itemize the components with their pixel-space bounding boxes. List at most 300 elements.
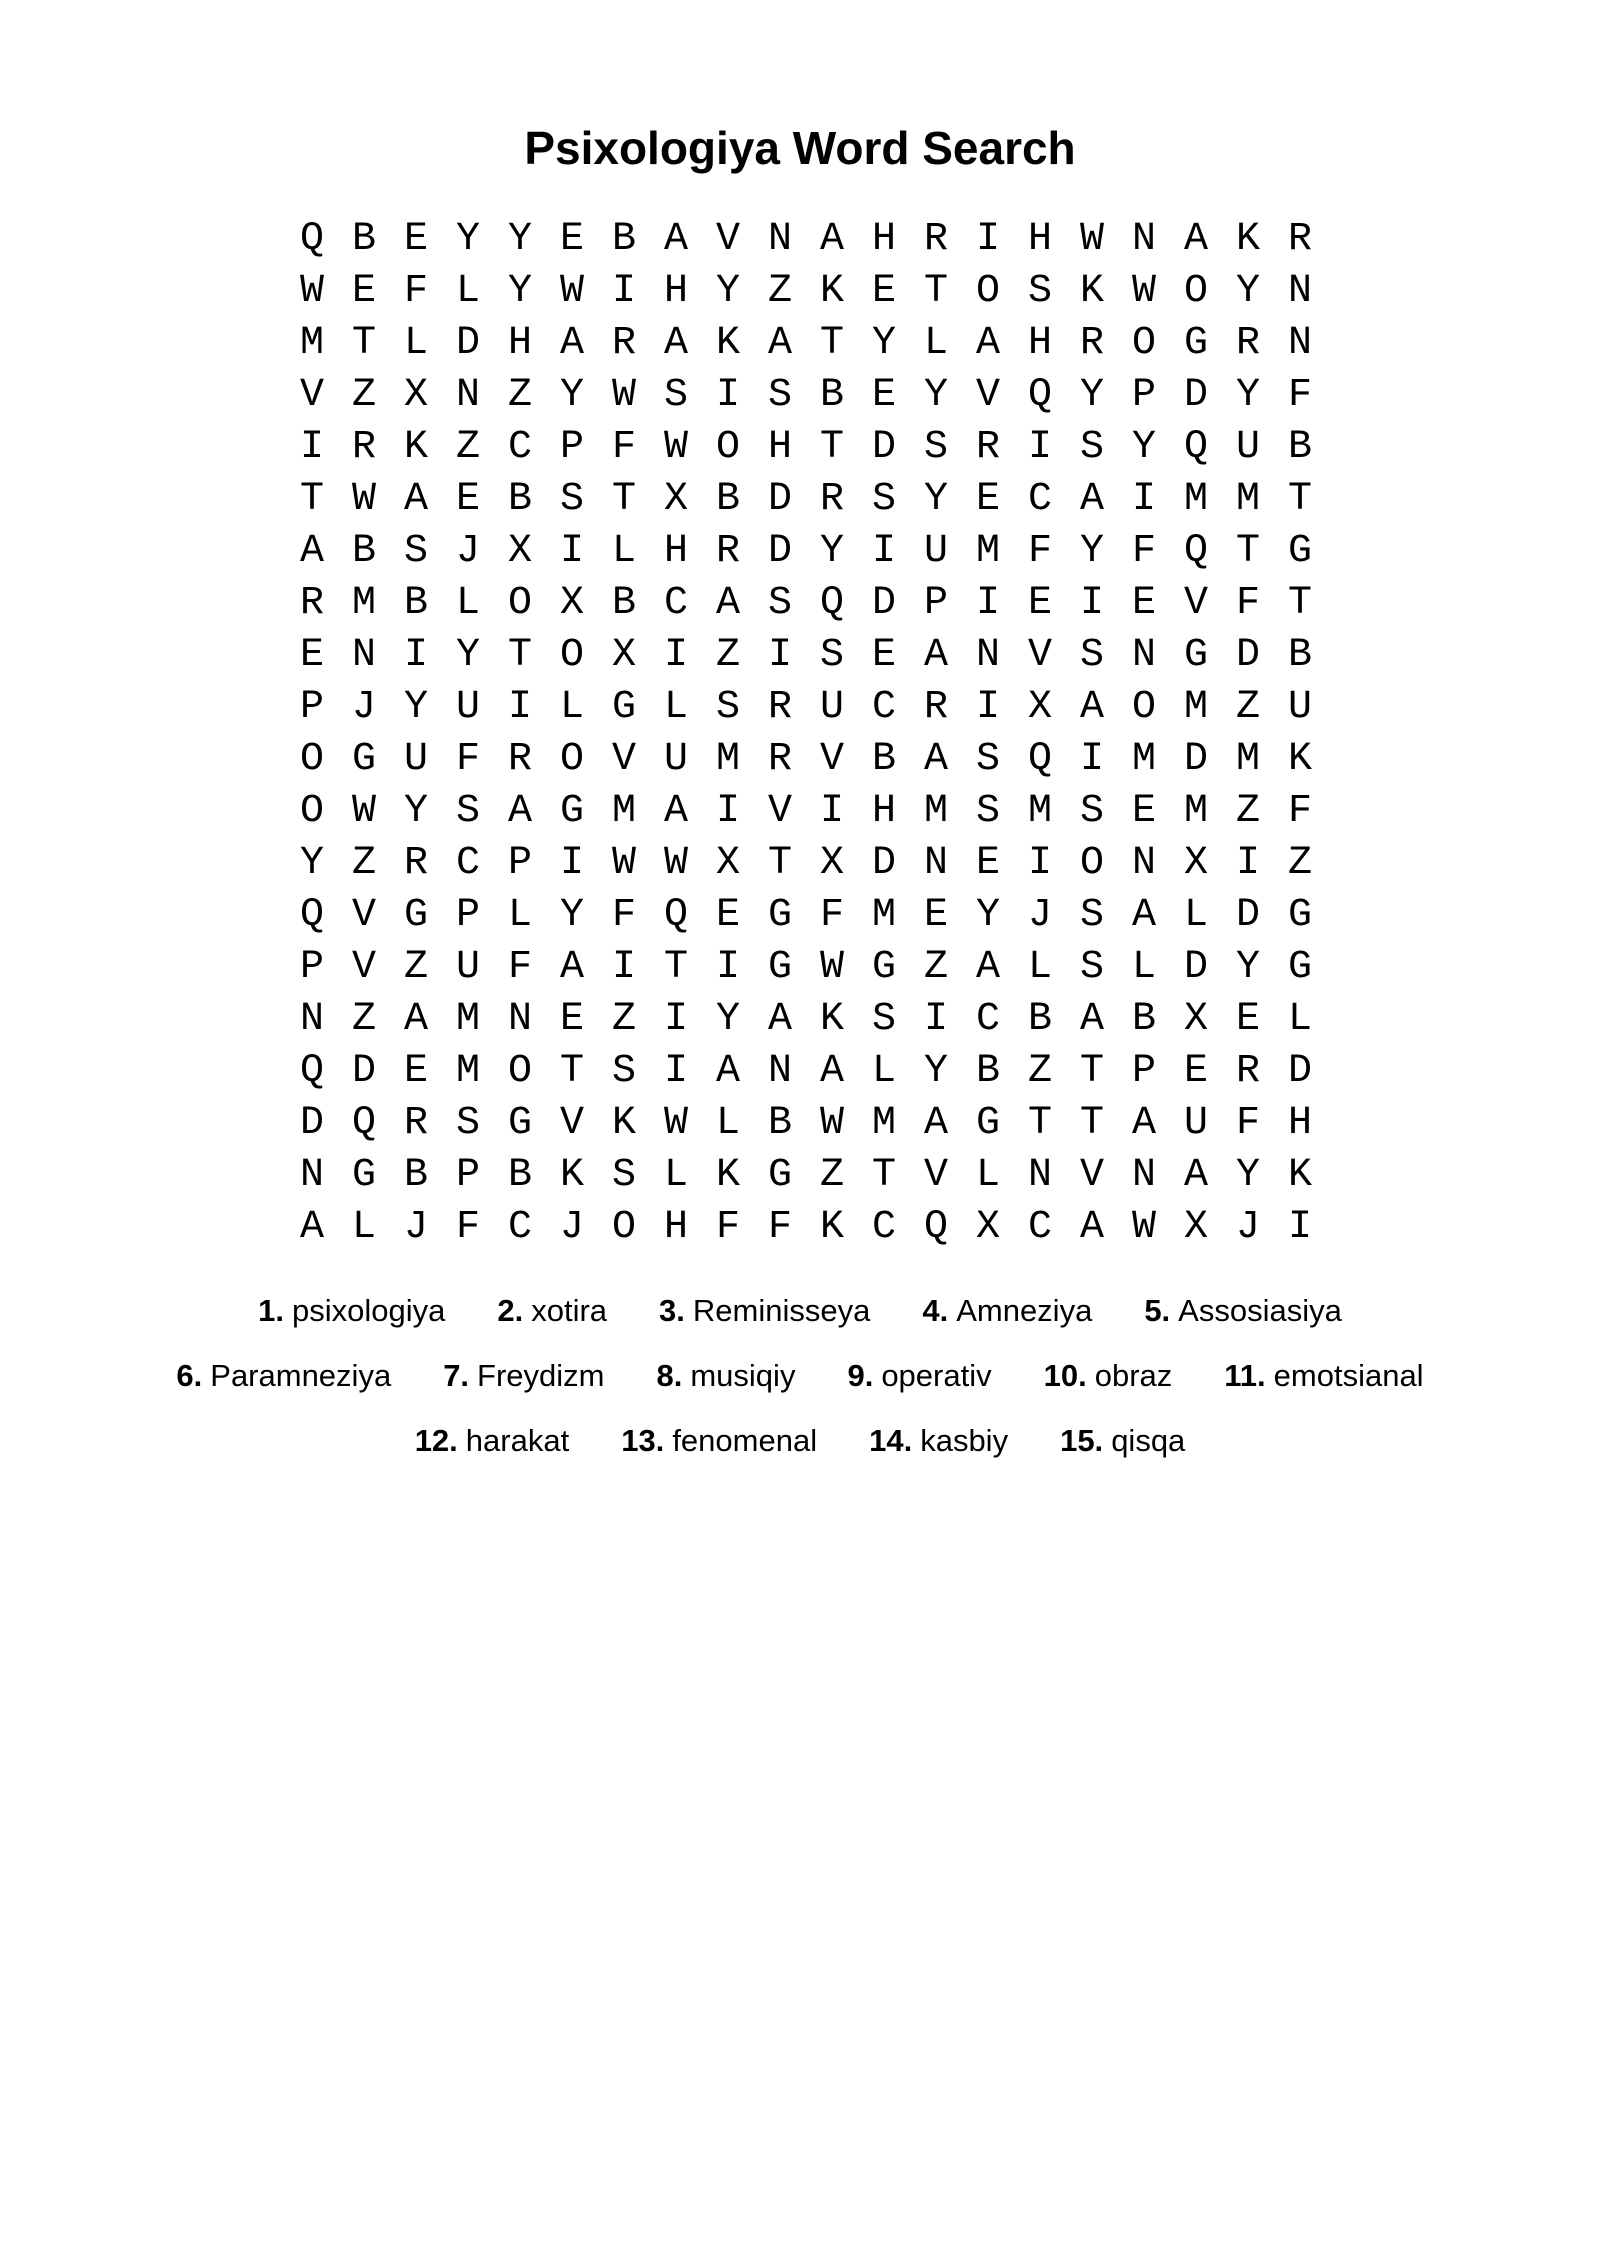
grid-letter: S (923, 425, 948, 470)
grid-letter: L (455, 581, 480, 626)
grid-letter: M (1235, 477, 1260, 522)
grid-letter: U (1183, 1101, 1208, 1146)
grid-letter: D (351, 1049, 376, 1094)
grid-letter: G (559, 789, 584, 834)
grid-letter: Q (819, 581, 844, 626)
grid-letter: W (559, 269, 584, 314)
grid-letter: E (715, 893, 740, 938)
grid-letter: I (871, 529, 896, 574)
grid-letter: T (767, 841, 792, 886)
grid-letter: L (871, 1049, 896, 1094)
grid-letter: Y (1235, 945, 1260, 990)
grid-letter: E (559, 997, 584, 1042)
grid-letter: Y (299, 841, 324, 886)
word-number: 4. (922, 1293, 949, 1328)
grid-letter: R (351, 425, 376, 470)
grid-row (286, 1046, 1326, 1098)
word-list-item (258, 1278, 445, 1343)
grid-letter: I (559, 529, 584, 574)
grid-letter: B (1287, 425, 1312, 470)
grid-letter: I (975, 685, 1000, 730)
grid-letter: Q (663, 893, 688, 938)
grid-letter: T (1079, 1049, 1104, 1094)
grid-letter: I (819, 789, 844, 834)
grid-letter: M (455, 997, 480, 1042)
grid-letter: G (767, 945, 792, 990)
grid-letter: G (767, 1153, 792, 1198)
grid-letter: P (507, 841, 532, 886)
grid-letter: L (507, 893, 532, 938)
grid-letter: A (1079, 477, 1104, 522)
grid-letter: S (767, 581, 792, 626)
word-text: operativ (881, 1358, 992, 1393)
grid-letter: W (819, 945, 844, 990)
grid-letter: W (1131, 1205, 1156, 1250)
grid-letter: T (1287, 581, 1312, 626)
grid-letter: W (663, 1101, 688, 1146)
grid-letter: P (455, 893, 480, 938)
word-text: harakat (465, 1423, 570, 1458)
grid-letter: E (871, 373, 896, 418)
grid-letter: X (1027, 685, 1052, 730)
grid-letter: U (403, 737, 428, 782)
grid-letter: X (403, 373, 428, 418)
grid-letter: Y (455, 633, 480, 678)
grid-letter: G (507, 1101, 532, 1146)
grid-row (286, 786, 1326, 838)
grid-letter: I (1235, 841, 1260, 886)
grid-letter: B (611, 217, 636, 262)
grid-letter: N (455, 373, 480, 418)
grid-letter: Y (923, 477, 948, 522)
grid-letter: A (299, 1205, 324, 1250)
grid-letter: B (767, 1101, 792, 1146)
grid-letter: T (299, 477, 324, 522)
grid-letter: L (455, 269, 480, 314)
grid-letter: T (871, 1153, 896, 1198)
grid-letter: O (559, 633, 584, 678)
grid-letter: S (559, 477, 584, 522)
grid-letter: R (923, 685, 948, 730)
grid-letter: I (1287, 1205, 1312, 1250)
grid-letter: Y (559, 893, 584, 938)
grid-letter: F (611, 893, 636, 938)
grid-letter: S (871, 477, 896, 522)
grid-letter: J (1235, 1205, 1260, 1250)
grid-letter: R (923, 217, 948, 262)
grid-letter: Z (767, 269, 792, 314)
grid-letter: S (611, 1049, 636, 1094)
grid-letter: N (351, 633, 376, 678)
grid-letter: B (507, 1153, 532, 1198)
word-list-item (176, 1343, 391, 1408)
grid-letter: O (299, 789, 324, 834)
grid-letter: H (767, 425, 792, 470)
word-list-item (1060, 1408, 1185, 1473)
grid-letter: B (507, 477, 532, 522)
grid-letter: E (1027, 581, 1052, 626)
grid-letter: N (923, 841, 948, 886)
grid-letter: A (1183, 217, 1208, 262)
grid-letter: S (871, 997, 896, 1042)
grid-letter: V (611, 737, 636, 782)
grid-letter: R (299, 581, 324, 626)
grid-letter: O (1131, 321, 1156, 366)
grid-letter: L (611, 529, 636, 574)
grid-letter: I (1079, 581, 1104, 626)
grid-letter: A (975, 321, 1000, 366)
grid-letter: E (1131, 581, 1156, 626)
grid-letter: D (767, 529, 792, 574)
grid-letter: V (1183, 581, 1208, 626)
grid-letter: M (715, 737, 740, 782)
grid-letter: V (299, 373, 324, 418)
grid-letter: L (663, 685, 688, 730)
grid-letter: Y (403, 789, 428, 834)
grid-letter: N (1131, 841, 1156, 886)
grid-row (286, 630, 1326, 682)
grid-letter: Y (1079, 529, 1104, 574)
grid-letter: R (611, 321, 636, 366)
page-title: Psixologiya Word Search (524, 122, 1076, 174)
grid-letter: S (819, 633, 844, 678)
letter-grid (286, 214, 1326, 1254)
grid-letter: I (299, 425, 324, 470)
grid-letter: A (767, 321, 792, 366)
grid-letter: N (767, 217, 792, 262)
grid-letter: L (351, 1205, 376, 1250)
word-number: 2. (497, 1293, 524, 1328)
grid-letter: M (611, 789, 636, 834)
grid-letter: W (351, 477, 376, 522)
grid-letter: M (871, 1101, 896, 1146)
grid-letter: S (1027, 269, 1052, 314)
grid-letter: N (507, 997, 532, 1042)
grid-letter: M (1131, 737, 1156, 782)
grid-letter: O (1079, 841, 1104, 886)
grid-letter: A (923, 737, 948, 782)
word-number: 6. (176, 1358, 203, 1393)
grid-letter: T (663, 945, 688, 990)
word-text: kasbiy (920, 1423, 1009, 1458)
grid-letter: L (715, 1101, 740, 1146)
word-number: 8. (656, 1358, 683, 1393)
grid-letter: A (819, 1049, 844, 1094)
grid-letter: A (1131, 1101, 1156, 1146)
grid-letter: T (1027, 1101, 1052, 1146)
grid-letter: G (871, 945, 896, 990)
grid-letter: Z (1027, 1049, 1052, 1094)
grid-letter: L (559, 685, 584, 730)
word-number: 5. (1144, 1293, 1171, 1328)
grid-letter: U (819, 685, 844, 730)
grid-letter: K (715, 1153, 740, 1198)
grid-letter: G (1287, 893, 1312, 938)
word-list-item (1144, 1278, 1342, 1343)
grid-letter: R (767, 737, 792, 782)
grid-letter: Z (351, 841, 376, 886)
grid-letter: A (975, 945, 1000, 990)
grid-letter: A (403, 997, 428, 1042)
grid-letter: A (1183, 1153, 1208, 1198)
grid-letter: O (975, 269, 1000, 314)
grid-letter: O (507, 581, 532, 626)
word-list-line (0, 1343, 1600, 1408)
grid-letter: F (1235, 1101, 1260, 1146)
grid-letter: B (403, 1153, 428, 1198)
grid-row (286, 682, 1326, 734)
grid-letter: D (1183, 945, 1208, 990)
grid-letter: F (455, 737, 480, 782)
word-list-item (869, 1408, 1008, 1473)
grid-letter: R (507, 737, 532, 782)
word-number: 1. (258, 1293, 284, 1328)
grid-letter: W (819, 1101, 844, 1146)
grid-letter: T (819, 425, 844, 470)
grid-letter: X (559, 581, 584, 626)
grid-letter: Y (923, 373, 948, 418)
grid-letter: Y (559, 373, 584, 418)
grid-letter: X (611, 633, 636, 678)
grid-letter: A (1079, 1205, 1104, 1250)
grid-letter: N (299, 997, 324, 1042)
grid-letter: L (403, 321, 428, 366)
grid-letter: J (455, 529, 480, 574)
grid-letter: F (403, 269, 428, 314)
grid-letter: I (767, 633, 792, 678)
word-list-item (443, 1343, 604, 1408)
grid-letter: C (871, 685, 896, 730)
word-list-item (922, 1278, 1092, 1343)
grid-letter: T (351, 321, 376, 366)
grid-letter: O (715, 425, 740, 470)
word-number: 10. (1043, 1358, 1087, 1393)
grid-letter: Y (1131, 425, 1156, 470)
grid-letter: F (819, 893, 844, 938)
word-list-item (1044, 1343, 1173, 1408)
grid-letter: G (1287, 529, 1312, 574)
grid-letter: E (871, 269, 896, 314)
grid-letter: G (1183, 321, 1208, 366)
word-number: 15. (1060, 1423, 1104, 1458)
grid-letter: L (1287, 997, 1312, 1042)
grid-letter: A (403, 477, 428, 522)
word-list-item (621, 1408, 817, 1473)
grid-letter: A (1079, 997, 1104, 1042)
grid-letter: P (299, 945, 324, 990)
grid-letter: R (403, 841, 428, 886)
grid-letter: D (1287, 1049, 1312, 1094)
grid-letter: N (1131, 633, 1156, 678)
grid-letter: C (1027, 477, 1052, 522)
grid-letter: V (923, 1153, 948, 1198)
word-text: qisqa (1111, 1423, 1186, 1458)
grid-letter: E (975, 477, 1000, 522)
grid-letter: T (611, 477, 636, 522)
grid-letter: I (663, 633, 688, 678)
grid-letter: Q (351, 1101, 376, 1146)
grid-letter: Z (1287, 841, 1312, 886)
grid-letter: E (559, 217, 584, 262)
grid-letter: L (1027, 945, 1052, 990)
grid-letter: I (715, 373, 740, 418)
grid-letter: U (923, 529, 948, 574)
grid-letter: S (975, 789, 1000, 834)
grid-letter: Y (1079, 373, 1104, 418)
word-number: 11. (1224, 1358, 1266, 1393)
grid-letter: M (975, 529, 1000, 574)
grid-letter: H (1027, 321, 1052, 366)
grid-letter: L (923, 321, 948, 366)
word-text: xotira (531, 1293, 608, 1328)
grid-letter: P (1131, 373, 1156, 418)
word-text: Reminisseya (692, 1293, 871, 1328)
grid-letter: Y (819, 529, 844, 574)
grid-letter: B (975, 1049, 1000, 1094)
grid-letter: B (1131, 997, 1156, 1042)
grid-letter: Z (351, 373, 376, 418)
grid-letter: K (819, 1205, 844, 1250)
grid-letter: P (1131, 1049, 1156, 1094)
grid-letter: I (611, 269, 636, 314)
grid-letter: A (923, 633, 948, 678)
grid-letter: E (923, 893, 948, 938)
word-text: Amneziya (956, 1293, 1093, 1328)
grid-letter: F (1131, 529, 1156, 574)
grid-letter: B (611, 581, 636, 626)
grid-letter: U (663, 737, 688, 782)
grid-letter: L (1183, 893, 1208, 938)
grid-letter: K (715, 321, 740, 366)
grid-letter: Y (715, 269, 740, 314)
grid-letter: X (1183, 997, 1208, 1042)
grid-letter: T (507, 633, 532, 678)
grid-letter: E (403, 1049, 428, 1094)
grid-letter: W (611, 373, 636, 418)
grid-letter: H (871, 217, 896, 262)
grid-letter: J (1027, 893, 1052, 938)
grid-letter: N (1131, 1153, 1156, 1198)
grid-letter: M (299, 321, 324, 366)
grid-letter: G (975, 1101, 1000, 1146)
grid-letter: Y (1235, 373, 1260, 418)
grid-letter: L (1131, 945, 1156, 990)
word-text: Assosiasiya (1178, 1293, 1342, 1328)
word-number: 3. (659, 1293, 685, 1328)
grid-letter: Z (923, 945, 948, 990)
grid-letter: H (1027, 217, 1052, 262)
grid-letter: W (1131, 269, 1156, 314)
grid-letter: Q (1027, 737, 1052, 782)
grid-letter: I (663, 1049, 688, 1094)
grid-letter: V (715, 217, 740, 262)
grid-letter: P (455, 1153, 480, 1198)
grid-letter: N (299, 1153, 324, 1198)
word-list (0, 1278, 1600, 1473)
grid-letter: R (715, 529, 740, 574)
grid-letter: Z (1235, 789, 1260, 834)
word-list-line (0, 1408, 1600, 1473)
grid-letter: U (455, 685, 480, 730)
grid-letter: B (1027, 997, 1052, 1042)
grid-letter: A (715, 581, 740, 626)
grid-letter: S (1079, 893, 1104, 938)
grid-letter: U (1235, 425, 1260, 470)
grid-letter: O (1131, 685, 1156, 730)
grid-row (286, 474, 1326, 526)
grid-letter: S (767, 373, 792, 418)
grid-letter: A (923, 1101, 948, 1146)
word-text: obraz (1094, 1358, 1173, 1393)
grid-letter: A (663, 789, 688, 834)
grid-letter: H (507, 321, 532, 366)
grid-letter: Y (507, 269, 532, 314)
grid-letter: P (559, 425, 584, 470)
grid-row (286, 266, 1326, 318)
grid-letter: G (351, 1153, 376, 1198)
grid-letter: N (1027, 1153, 1052, 1198)
grid-letter: E (1131, 789, 1156, 834)
grid-letter: E (351, 269, 376, 314)
grid-letter: X (663, 477, 688, 522)
grid-letter: K (819, 997, 844, 1042)
grid-letter: Q (1183, 529, 1208, 574)
grid-letter: Y (403, 685, 428, 730)
word-text: psixologiya (291, 1293, 446, 1328)
grid-letter: M (1183, 789, 1208, 834)
grid-letter: X (1183, 841, 1208, 886)
grid-letter: I (975, 217, 1000, 262)
grid-letter: S (611, 1153, 636, 1198)
grid-letter: H (663, 529, 688, 574)
grid-letter: C (663, 581, 688, 626)
grid-letter: H (663, 269, 688, 314)
grid-letter: F (1287, 373, 1312, 418)
grid-letter: Q (299, 1049, 324, 1094)
grid-letter: H (871, 789, 896, 834)
grid-letter: R (819, 477, 844, 522)
grid-letter: B (403, 581, 428, 626)
grid-letter: U (1287, 685, 1312, 730)
grid-letter: D (1235, 893, 1260, 938)
grid-row (286, 1202, 1326, 1254)
grid-letter: S (1079, 425, 1104, 470)
grid-letter: S (455, 1101, 480, 1146)
grid-letter: E (1235, 997, 1260, 1042)
grid-letter: Z (611, 997, 636, 1042)
grid-letter: P (299, 685, 324, 730)
grid-letter: K (559, 1153, 584, 1198)
grid-letter: V (1079, 1153, 1104, 1198)
word-number: 9. (847, 1358, 874, 1393)
grid-letter: Y (923, 1049, 948, 1094)
grid-row (286, 838, 1326, 890)
grid-letter: C (507, 425, 532, 470)
grid-letter: N (767, 1049, 792, 1094)
grid-letter: I (403, 633, 428, 678)
grid-letter: X (715, 841, 740, 886)
grid-letter: C (975, 997, 1000, 1042)
grid-letter: G (767, 893, 792, 938)
grid-letter: E (871, 633, 896, 678)
grid-row (286, 318, 1326, 370)
grid-letter: F (715, 1205, 740, 1250)
grid-letter: A (819, 217, 844, 262)
grid-letter: D (871, 425, 896, 470)
grid-letter: T (1235, 529, 1260, 574)
grid-letter: R (1287, 217, 1312, 262)
grid-letter: D (1183, 737, 1208, 782)
